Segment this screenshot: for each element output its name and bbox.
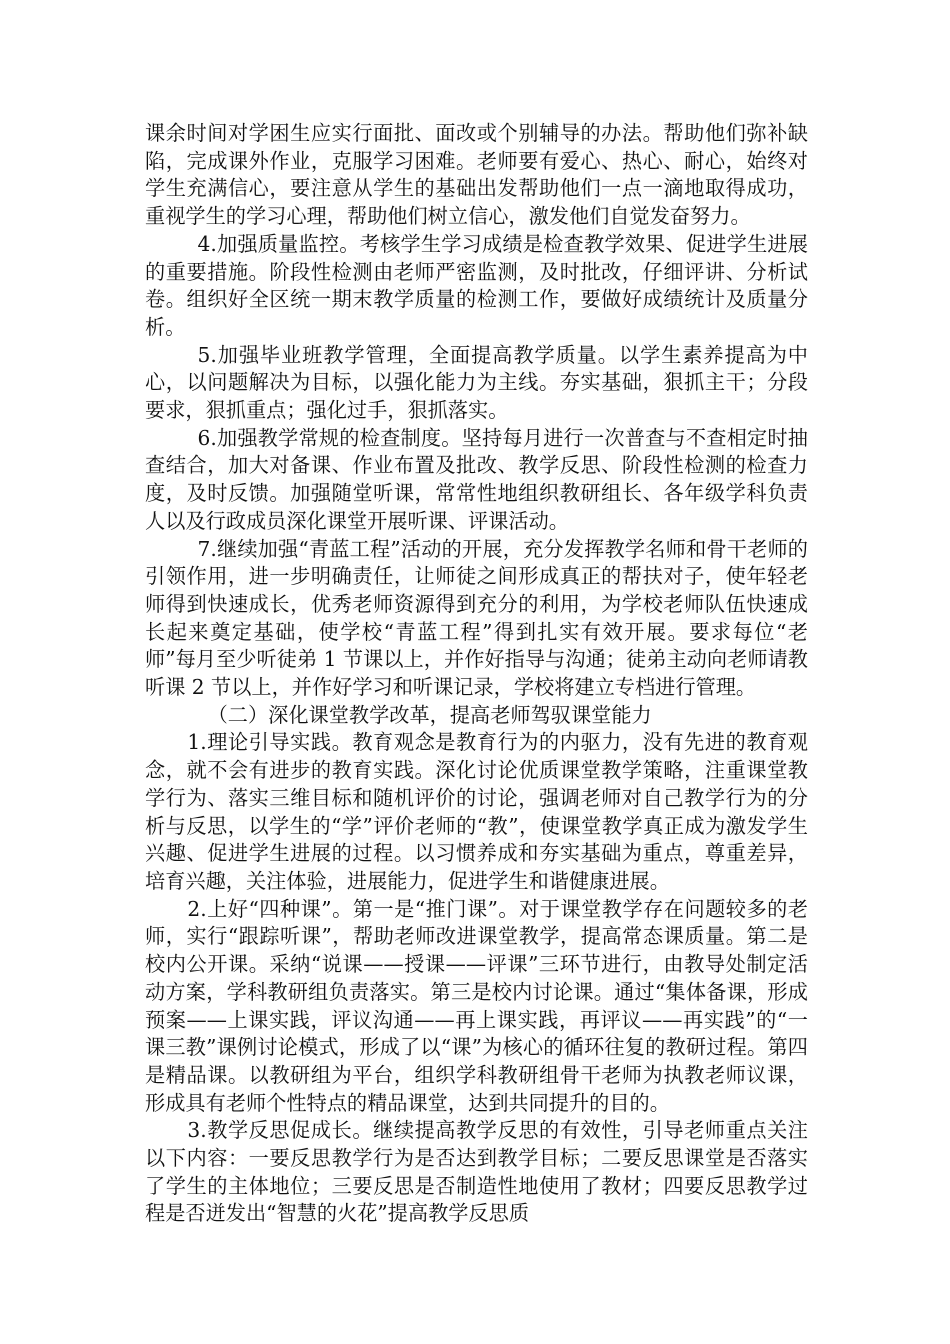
paragraph-quality-monitoring: 4.加强质量监控。考核学生学习成绩是检查教学效果、促进学生进展的重要措施。阶段性检测由老师严密监测，及时批改，仔细评讲、分析试卷。组织好全区统一期末教学质量的检测工作，要做好成绩统计及质量分析。 <box>145 231 808 339</box>
paragraph-theory-practice: 1.理论引导实践。教育观念是教育行为的内驱力，没有先进的教育观念，就不会有进步的教育实践。深化讨论优质课堂教学策略，注重课堂教学行为、落实三维目标和随机评价的讨论，强调老师对自己教学行为的分析与反思，以学生的“学”评价老师的“教”，使课堂教学真正成为激发学生兴趣、促进学生进展的过程。以习惯养成和夯实基础为重点，尊重差异，培育兴趣，关注体验，进展能力，促进学生和谐健康进展。 <box>145 730 808 893</box>
paragraph-graduating-class: 5.加强毕业班教学管理，全面提高教学质量。以学生素养提高为中心，以问题解决为目标，以强化能力为主线。夯实基础，狠抓主干；分段要求，狠抓重点；强化过手，狠抓落实。 <box>145 342 808 423</box>
paragraph-teaching-reflection: 3.教学反思促成长。继续提高教学反思的有效性，引导老师重点关注以下内容：一要反思教学行为是否达到教学目标；二要反思课堂是否落实了学生的主体地位；三要反思是否制造性地使用了教材；四要反思教学过程是否迸发出“智慧的火花”提高教学反思质 <box>145 1118 808 1226</box>
section-heading: （二）深化课堂教学改革，提高老师驾驭课堂能力 <box>207 702 652 727</box>
document-body <box>145 120 808 1228</box>
paragraph-routine-inspection: 6.加强教学常规的检查制度。坚持每月进行一次普查与不查相定时抽查结合，加大对备课、作业布置及批改、教学反思、阶段性检测的检查力度，及时反馈。加强随堂听课，常常性地组织教研组长、各年级学科负责人以及行政成员深化课堂开展听课、评课活动。 <box>145 425 808 533</box>
paragraph-continuation: 课余时间对学困生应实行面批、面改或个别辅导的办法。帮助他们弥补缺陷，完成课外作业，克服学习困难。老师要有爱心、热心、耐心，始终对学生充满信心，要注意从学生的基础出发帮助他们一点一滴地取得成功，重视学生的学习心理，帮助他们树立信心，激发他们自觉发奋努力。 <box>145 121 808 229</box>
paragraph-qinglan-project: 7.继续加强“青蓝工程”活动的开展，充分发挥教学名师和骨干老师的引领作用，进一步明确责任，让师徒之间形成真正的帮扶对子，使年轻老师得到快速成长，优秀老师资源得到充分的利用，为学校老师队伍快速成长起来奠定基础，使学校“青蓝工程”得到扎实有效开展。要求每位“老师”每月至少听徒弟 1 节课以上，并作好指导与沟通；徒弟主动向老师请教听课 2 节以上，并作好学习和听课记录，学校将建立专档进行管理。 <box>145 536 808 700</box>
paragraph-four-lessons: 2.上好“四种课”。第一是“推门课”。对于课堂教学存在问题较多的老师，实行“跟踪听课”，帮助老师改进课堂教学，提高常态课质量。第二是校内公开课。采纳“说课——授课——评课”三环节进行，由教导处制定活动方案，学科教研组负责落实。第三是校内讨论课。通过“集体备课，形成预案——上课实践，评议沟通——再上课实践，再评议——再实践”的“一课三教”课例讨论模式，形成了以“课”为核心的循环往复的教研过程。第四是精品课。以教研组为平台，组织学科教研组骨干老师为执教老师议课，形成具有老师个性特点的精品课堂，达到共同提升的目的。 <box>145 896 808 1115</box>
